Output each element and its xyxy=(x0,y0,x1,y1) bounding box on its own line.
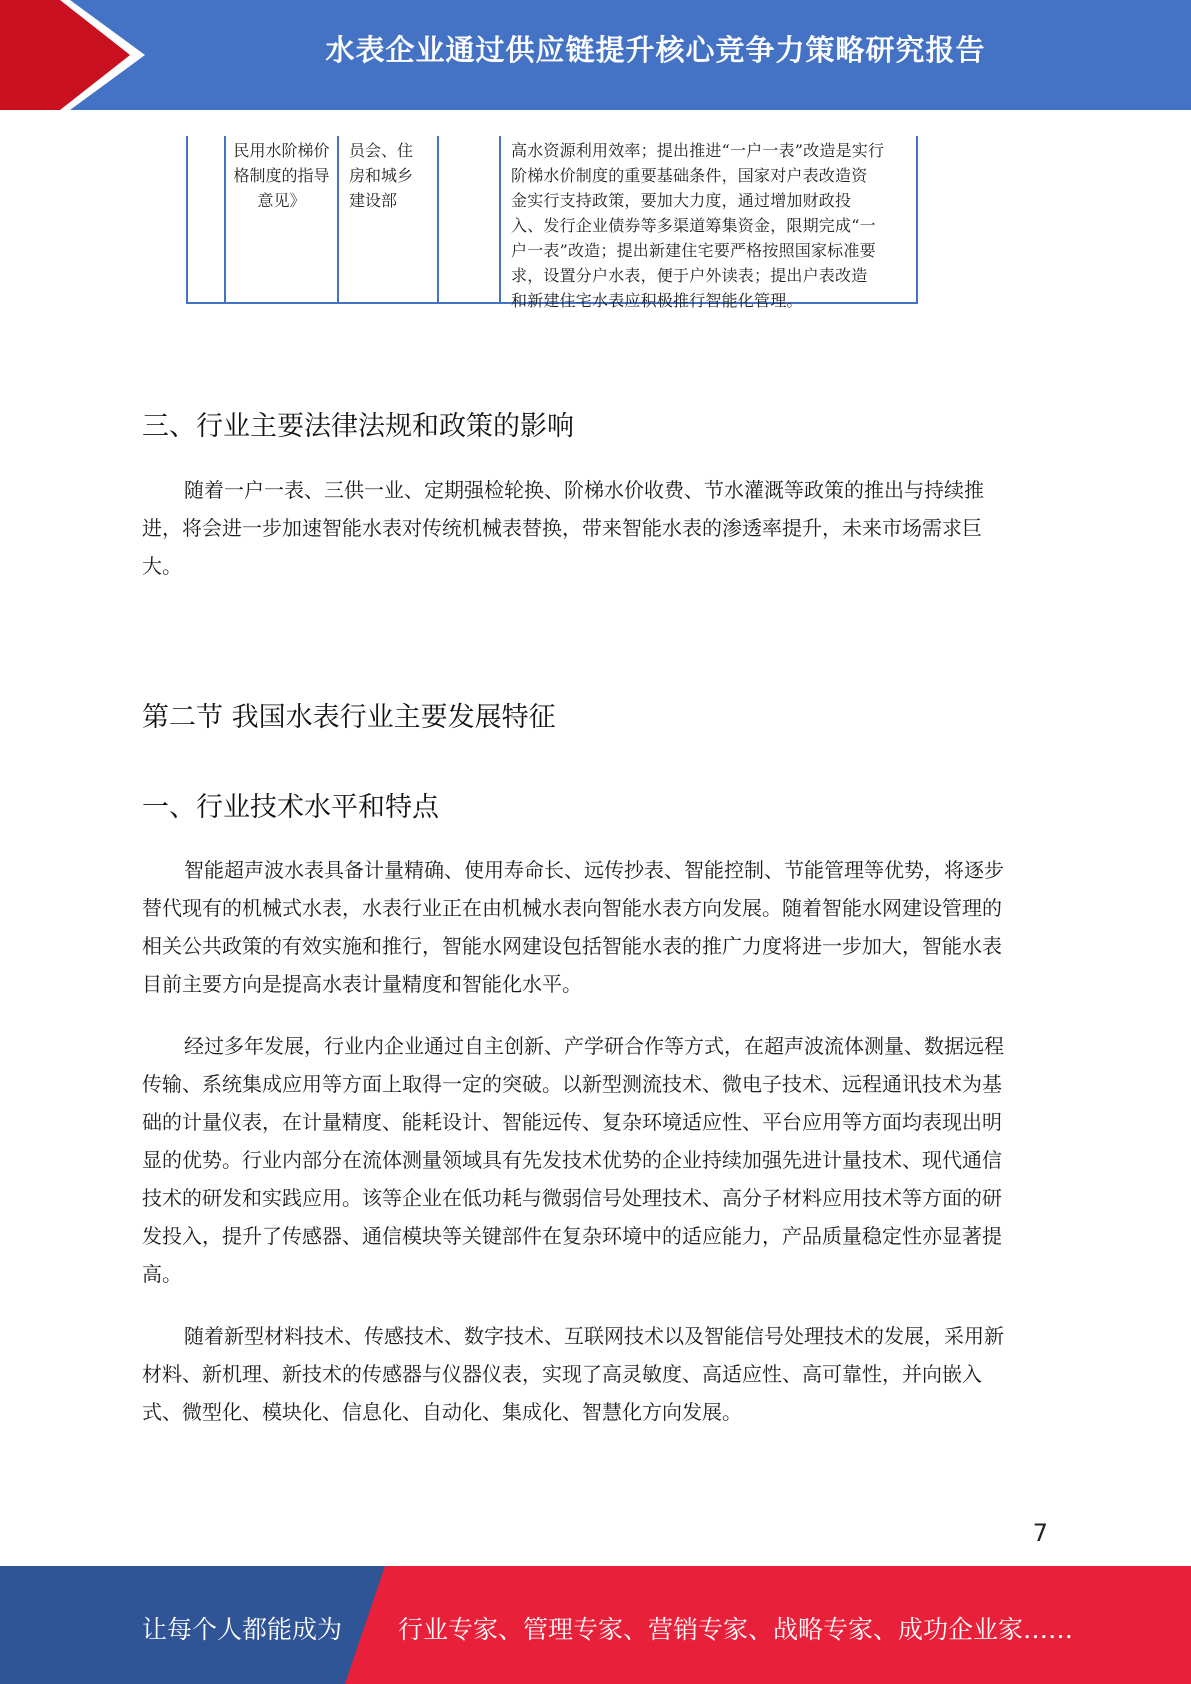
table-cell-content xyxy=(501,136,916,310)
table-text-line: 房和城乡 xyxy=(349,166,414,185)
paragraph-line: 高。 xyxy=(142,1262,182,1286)
page-number: 7 xyxy=(1032,1519,1048,1547)
paragraph-smart-meter xyxy=(142,851,1048,1003)
paragraph-line: 大。 xyxy=(142,554,182,578)
table-text-line: 意见》 xyxy=(257,191,306,210)
table-cell-policy-name xyxy=(226,136,339,302)
policy-table xyxy=(186,136,918,310)
paragraph-line: 随着一户一表、三供一业、定期强检轮换、阶梯水价收费、节水灌溉等政策的推出与持续推 xyxy=(184,478,984,502)
table-cell-department xyxy=(339,136,439,302)
table-text-line: 格制度的指导 xyxy=(233,166,330,185)
table-text-line: 建设部 xyxy=(349,191,398,210)
paragraph-line: 目前主要方向是提高水表计量精度和智能化水平。 xyxy=(142,972,582,996)
paragraph-line: 式、微型化、模块化、信息化、自动化、集成化、智慧化方向发展。 xyxy=(142,1400,742,1424)
paragraph-line: 进，将会进一步加速智能水表对传统机械表替换，带来智能水表的渗透率提升，未来市场需求巨 xyxy=(142,516,982,540)
table-text-line: 高水资源利用效率；提出推进“一户一表”改造是实行 xyxy=(511,141,885,160)
footer-slogan-right: 行业专家、管理专家、营销专家、战略专家、成功企业家…… xyxy=(398,1615,1074,1644)
table-text-line: 求，设置分户水表，便于户外读表；提出户表改造 xyxy=(511,266,868,285)
paragraph-line: 经过多年发展，行业内企业通过自主创新、产学研合作等方式，在超声波流体测量、数据远程 xyxy=(184,1034,1004,1058)
paragraph-line: 替代现有的机械式水表，水表行业正在由机械水表向智能水表方向发展。随着智能水网建设管理的 xyxy=(142,896,1002,920)
table-text-line: 户一表”改造；提出新建住宅要严格按照国家标准要 xyxy=(511,241,876,260)
chapter-heading: 第二节 我国水表行业主要发展特征 xyxy=(142,702,556,733)
footer-slogan-left: 让每个人都能成为 xyxy=(142,1615,343,1644)
paragraph-line: 发投入，提升了传感器、通信模块等关键部件在复杂环境中的适应能力，产品质量稳定性亦显著提 xyxy=(142,1224,1002,1248)
section-heading-policy-impact: 三、行业主要法律法规和政策的影响 xyxy=(142,411,574,442)
paragraph-line: 础的计量仪表，在计量精度、能耗设计、智能远传、复杂环境适应性、平台应用等方面均表现出明 xyxy=(142,1110,1002,1134)
paragraph-line: 随着新型材料技术、传感技术、数字技术、互联网技术以及智能信号处理技术的发展，采用新 xyxy=(184,1324,1004,1348)
header-title: 水表企业通过供应链提升核心竞争力策略研究报告 xyxy=(325,33,986,67)
paragraph-line: 传输、系统集成应用等方面上取得一定的突破。以新型测流技术、微电子技术、远程通讯技术为基 xyxy=(142,1072,1002,1096)
paragraph-line: 显的优势。行业内部分在流体测量领域具有先发技术优势的企业持续加强先进计量技术、现代通信 xyxy=(142,1148,1002,1172)
paragraph-development xyxy=(142,1027,1048,1293)
paragraph-line: 相关公共政策的有效实施和推行，智能水网建设包括智能水表的推广力度将进一步加大，智能水表 xyxy=(142,934,1002,958)
table-text-line: 入、发行企业债券等多渠道筹集资金，限期完成“一 xyxy=(511,216,876,235)
table-cell-empty xyxy=(439,136,501,302)
table-text-line: 阶梯水价制度的重要基础条件，国家对户表改造资 xyxy=(511,166,868,185)
header-banner xyxy=(0,0,1191,110)
section-heading-tech-level: 一、行业技术水平和特点 xyxy=(142,792,439,823)
paragraph-line: 技术的研发和实践应用。该等企业在低功耗与微弱信号处理技术、高分子材料应用技术等方面的研 xyxy=(142,1186,1002,1210)
paragraph-line: 材料、新机理、新技术的传感器与仪器仪表，实现了高灵敏度、高适应性、高可靠性，并向嵌入 xyxy=(142,1362,982,1386)
table-text-line: 金实行支持政策，要加大力度，通过增加财政投 xyxy=(511,191,852,210)
table-text-line: 员会、住 xyxy=(349,141,414,160)
paragraph-new-tech xyxy=(142,1317,1048,1431)
footer-banner xyxy=(0,1566,1191,1684)
table-cell-blank xyxy=(188,136,226,302)
table-text-line: 民用水阶梯价 xyxy=(233,141,330,160)
paragraph-line: 智能超声波水表具备计量精确、使用寿命长、远传抄表、智能控制、节能管理等优势，将逐步 xyxy=(184,858,1004,882)
paragraph-policy-impact xyxy=(142,471,1048,585)
table-text-line: 和新建住宅水表应积极推行智能化管理。 xyxy=(511,291,803,310)
